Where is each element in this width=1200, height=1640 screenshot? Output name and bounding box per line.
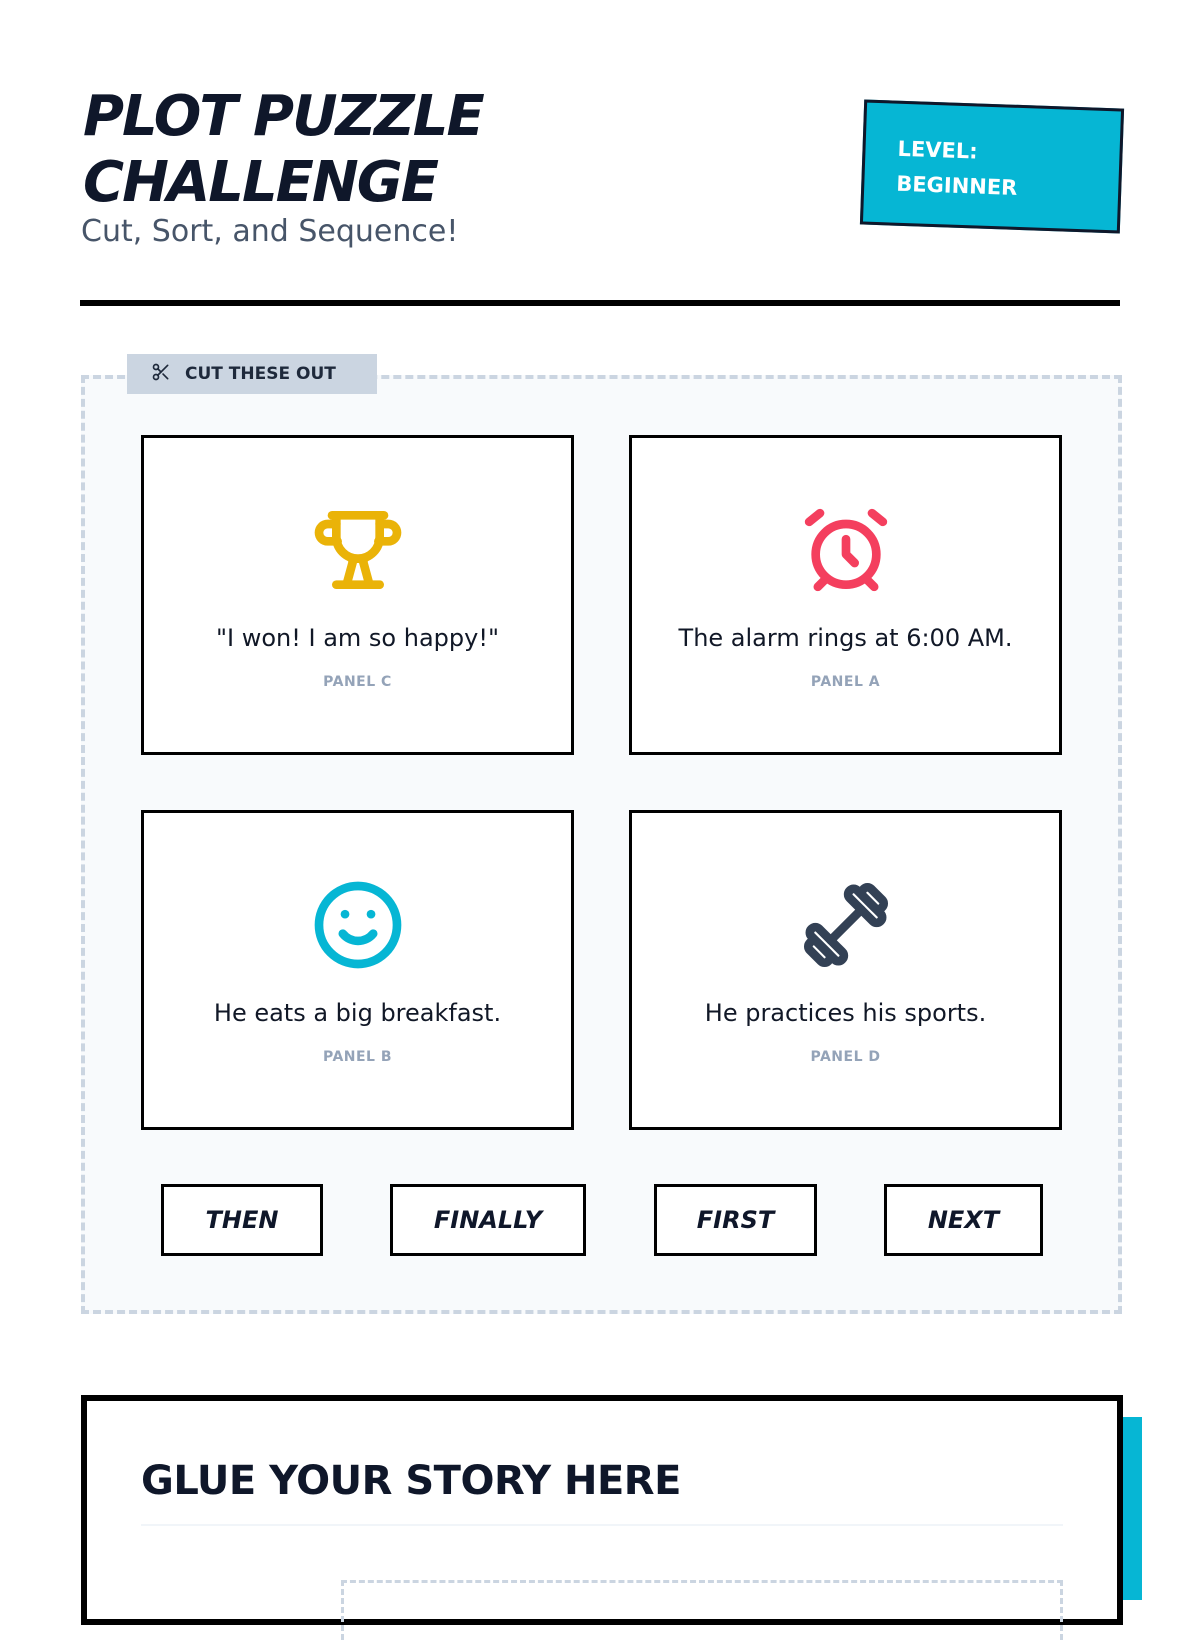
panel-label: PANEL C: [323, 674, 392, 690]
story-panel-b[interactable]: [141, 810, 574, 1130]
level-label: LEVEL:: [897, 136, 979, 164]
panel-label: PANEL D: [810, 1049, 881, 1065]
alarm-clock-icon: [794, 498, 898, 602]
panel-caption: The alarm rings at 6:00 AM.: [678, 624, 1013, 652]
page-subtitle: Cut, Sort, and Sequence!: [81, 214, 459, 249]
cut-tab-label: CUT THESE OUT: [185, 364, 336, 384]
panel-caption: He practices his sports.: [704, 999, 987, 1027]
panel-label: PANEL B: [322, 1049, 393, 1065]
smiley-face-icon: [306, 873, 410, 977]
sequence-word-first[interactable]: FIRST: [654, 1184, 817, 1256]
page-title: [83, 84, 483, 216]
glue-section-title: GLUE YOUR STORY HERE: [141, 1458, 681, 1504]
title-line-1: PLOT PUZZLE: [83, 84, 483, 149]
title-line-2: CHALLENGE: [83, 150, 438, 215]
panel-label: PANEL A: [810, 674, 881, 690]
cut-these-out-tab: [127, 354, 377, 394]
level-badge: [860, 100, 1124, 234]
story-panel-a[interactable]: [629, 435, 1062, 755]
story-panel-c[interactable]: [141, 435, 574, 755]
story-panel-d[interactable]: [629, 810, 1062, 1130]
trophy-icon: [306, 498, 410, 602]
sequence-word-then[interactable]: THEN: [161, 1184, 323, 1256]
dumbbell-icon: [794, 873, 898, 977]
level-value: BEGINNER: [895, 171, 1018, 200]
glue-drop-slot[interactable]: [341, 1580, 1063, 1640]
sequence-word-finally[interactable]: FINALLY: [390, 1184, 586, 1256]
sequence-word-next[interactable]: NEXT: [884, 1184, 1043, 1256]
panel-caption: He eats a big breakfast.: [213, 999, 502, 1027]
glue-divider: [141, 1524, 1063, 1526]
panel-caption: "I won! I am so happy!": [215, 624, 499, 652]
scissors-icon: [151, 362, 171, 387]
glue-area-shadow: [1120, 1417, 1142, 1600]
header-divider: [80, 300, 1120, 306]
